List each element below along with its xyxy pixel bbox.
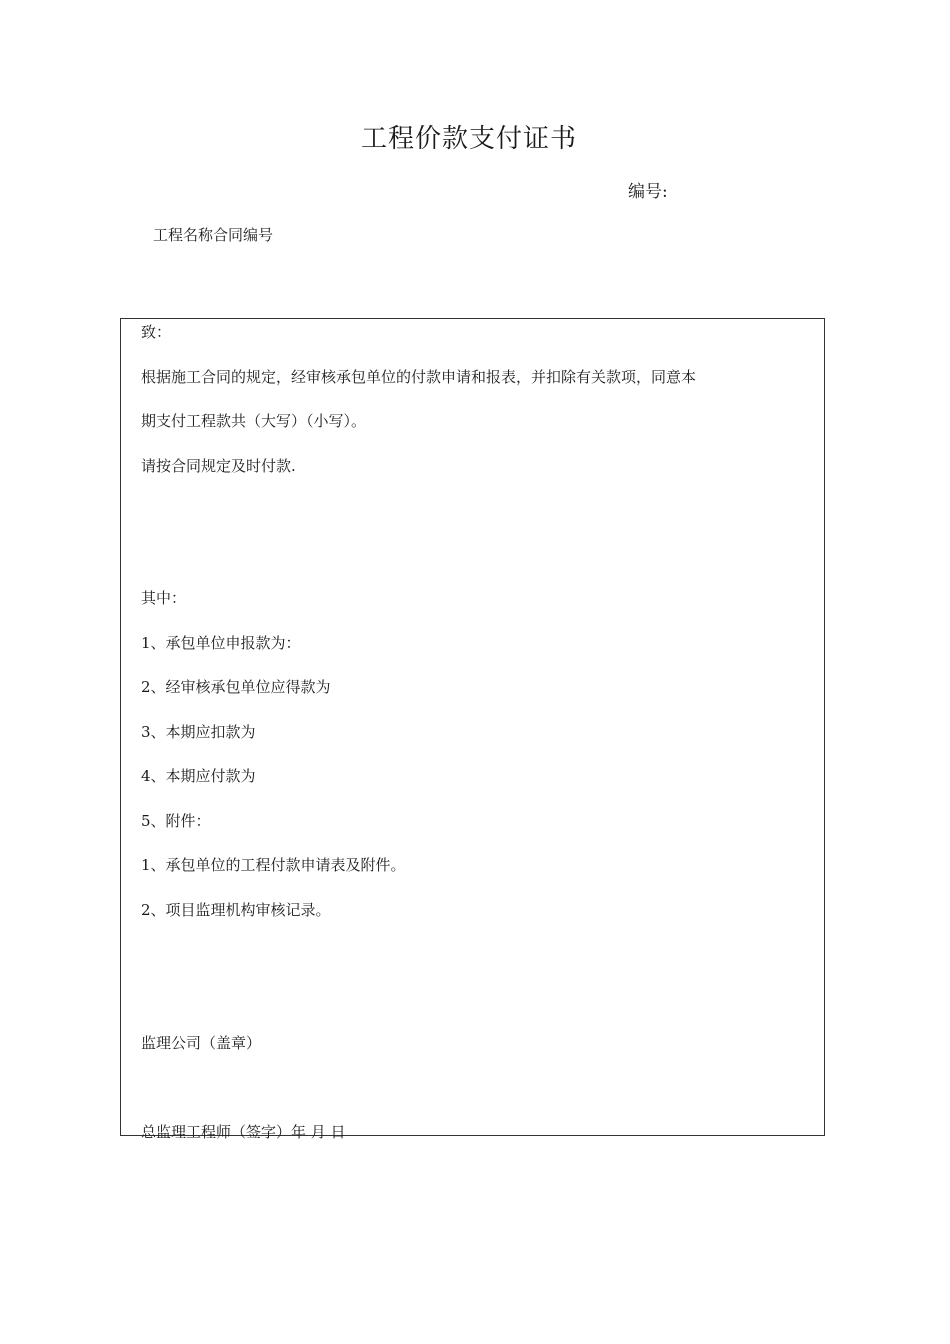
chief-signature-line: 总监理工程师（签字）年 月 日 <box>141 1123 346 1141</box>
body-line-2: 期支付工程款共（大写）（小写）。 <box>141 412 367 430</box>
list-item: 3、本期应扣款为 <box>141 723 256 741</box>
body-line-1: 根据施工合同的规定，经审核承包单位的付款申请和报表，并扣除有关款项，同意本 <box>141 368 697 386</box>
project-name-contract-number: 工程名称合同编号 <box>153 226 274 244</box>
list-item: 4、本期应付款为 <box>141 767 256 785</box>
page-title: 工程价款支付证书 <box>360 124 577 154</box>
list-item: 2、经审核承包单位应得款为 <box>141 678 331 696</box>
list-item: 1、承包单位申报款为： <box>141 634 301 652</box>
attachment-item: 1、承包单位的工程付款申请表及附件。 <box>141 856 406 874</box>
certificate-box <box>120 318 825 1141</box>
list-item: 5、附件： <box>141 812 211 830</box>
company-seal-line: 监理公司（盖章） <box>141 1034 262 1052</box>
serial-number-label: 编号: <box>628 182 668 202</box>
addressee-line: 致： <box>141 323 172 341</box>
among-label: 其中： <box>141 589 187 607</box>
body-line-3: 请按合同规定及时付款. <box>141 457 296 475</box>
attachment-item: 2、项目监理机构审核记录。 <box>141 901 331 919</box>
